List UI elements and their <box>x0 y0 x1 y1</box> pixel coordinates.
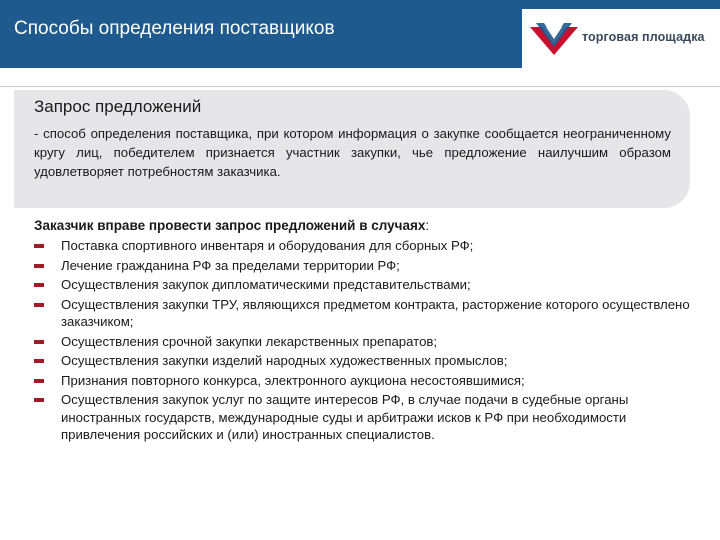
list-item-text: Осуществления закупки изделий народных художественных промыслов; <box>61 353 508 368</box>
list-item <box>34 391 694 444</box>
list-item-text: Признания повторного конкурса, электронного аукциона несостоявшимися; <box>61 372 525 388</box>
list-item <box>34 352 694 370</box>
list-item-text: Осуществления закупок услуг по защите интересов РФ, в случае подачи в судебные органы иностранных государств, международные суды и арбитражи исков к РФ при необходимости привлечения российских и (или) иностранных специалистов. <box>61 392 629 442</box>
definition-box <box>14 90 690 208</box>
list-item <box>34 296 694 331</box>
header-bar <box>0 0 720 68</box>
page-title: Способы определения поставщиков <box>14 18 335 39</box>
list-item <box>34 276 694 294</box>
list-item-text: Поставка спортивного инвентаря и оборудования для сборных РФ; <box>61 238 474 253</box>
list-item <box>34 372 694 390</box>
definition-title: Запрос предложений <box>34 97 202 116</box>
list-item <box>34 237 694 255</box>
bullet-icon <box>34 379 44 383</box>
list-item <box>34 333 694 351</box>
bullet-icon <box>34 398 44 402</box>
definition-text: - способ определения поставщика, при котором информация о закупке сообщается неограниченному кругу лиц, победителем признается участник закупки, чье предложение наилучшим образом удовлетворяет потребностям заказчика. <box>34 126 671 179</box>
cases-list <box>34 237 694 444</box>
cases-heading-text: Заказчик вправе провести запрос предложений в случаях <box>34 218 426 233</box>
bullet-icon <box>34 340 44 344</box>
divider-line <box>0 86 720 87</box>
list-item-text: Лечение гражданина РФ за пределами территории РФ; <box>61 257 400 273</box>
list-item-text: Осуществления срочной закупки лекарственных препаратов; <box>61 333 438 349</box>
bullet-icon <box>34 264 44 268</box>
bullet-icon <box>34 303 44 307</box>
list-item-text: Осуществления закупки ТРУ, являющихся предметом контракта, расторжение которого осуществлено заказчиком; <box>61 296 690 329</box>
cases-heading-colon: : <box>425 218 430 233</box>
bullet-icon <box>34 283 44 287</box>
logo-text: торговая площадка <box>582 30 705 44</box>
cases-section <box>34 216 694 446</box>
list-item <box>34 257 694 275</box>
bullet-icon <box>34 244 44 248</box>
list-item-text: Осуществления закупок дипломатическими представительствами; <box>61 277 471 292</box>
logo-icon <box>528 21 580 57</box>
cases-heading <box>34 216 694 235</box>
bullet-icon <box>34 359 44 363</box>
logo <box>522 9 720 68</box>
